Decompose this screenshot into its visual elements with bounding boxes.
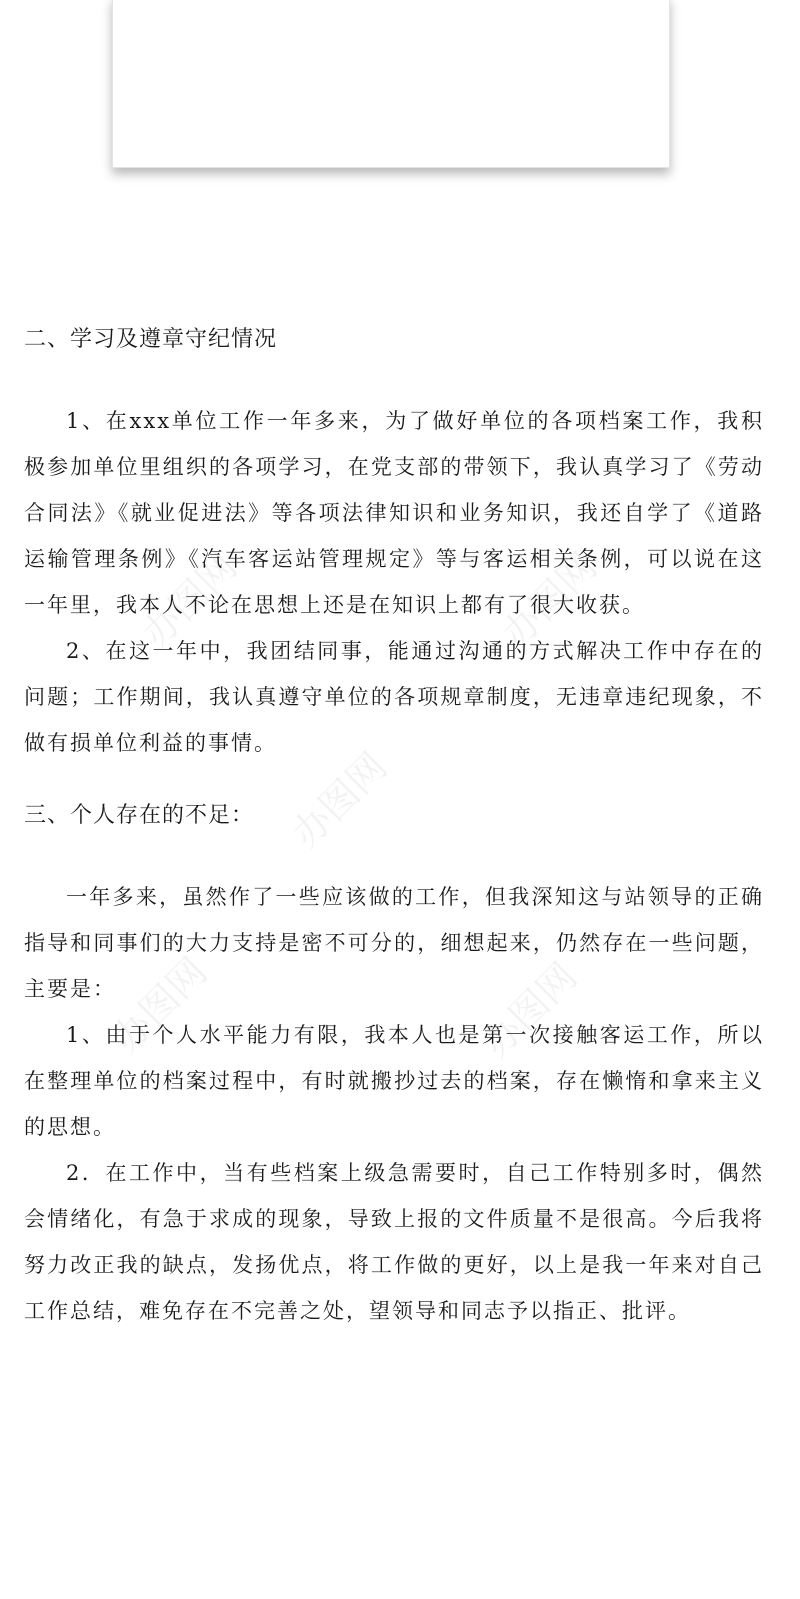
- watermark-4: 办图网: [103, 949, 216, 1061]
- previous-page-card: [112, 0, 670, 168]
- paragraph: 一年多来，虽然作了一些应该做的工作，但我深知这与站领导的正确指导和同事们的大力支持是密不可分的，细想起来，仍然存在一些问题，主要是：: [24, 885, 764, 1001]
- paragraph: 1、由于个人水平能力有限，我本人也是第一次接触客运工作，所以在整理单位的档案过程中，有时就搬抄过去的档案，存在懒惰和拿来主义的思想。: [24, 1023, 764, 1139]
- watermark-5: 办图网: [473, 954, 586, 1066]
- watermark-1: 办图网: [133, 544, 246, 656]
- watermark-3: 办图网: [283, 744, 396, 856]
- section-heading: 三、个人存在的不足：: [24, 803, 255, 828]
- document-body: [24, 318, 764, 1334]
- watermark-2: 办图网: [493, 544, 606, 656]
- section-heading: 二、学习及遵章守纪情况: [24, 327, 278, 352]
- paragraph: 2．在工作中，当有些档案上级急需要时，自己工作特别多时，偶然会情绪化，有急于求成的现象，导致上报的文件质量不是很高。今后我将努力改正我的缺点，发扬优点，将工作做的更好，以上是我一年来对自己工作总结，难免存在不完善之处，望领导和同志予以指正、批评。: [24, 1161, 764, 1323]
- paragraph: 1、在xxx单位工作一年多来，为了做好单位的各项档案工作，我积极参加单位里组织的各项学习，在党支部的带领下，我认真学习了《劳动合同法》《就业促进法》等各项法律知识和业务知识，我还自学了《道路运输管理条例》《汽车客运站管理规定》等与客运相关条例，可以说在这一年里，我本人不论在思想上还是在知识上都有了很大收获。: [24, 409, 764, 617]
- paragraph: 2、在这一年中，我团结同事，能通过沟通的方式解决工作中存在的问题；工作期间，我认真遵守单位的各项规章制度，无违章违纪现象，不做有损单位利益的事情。: [24, 639, 764, 755]
